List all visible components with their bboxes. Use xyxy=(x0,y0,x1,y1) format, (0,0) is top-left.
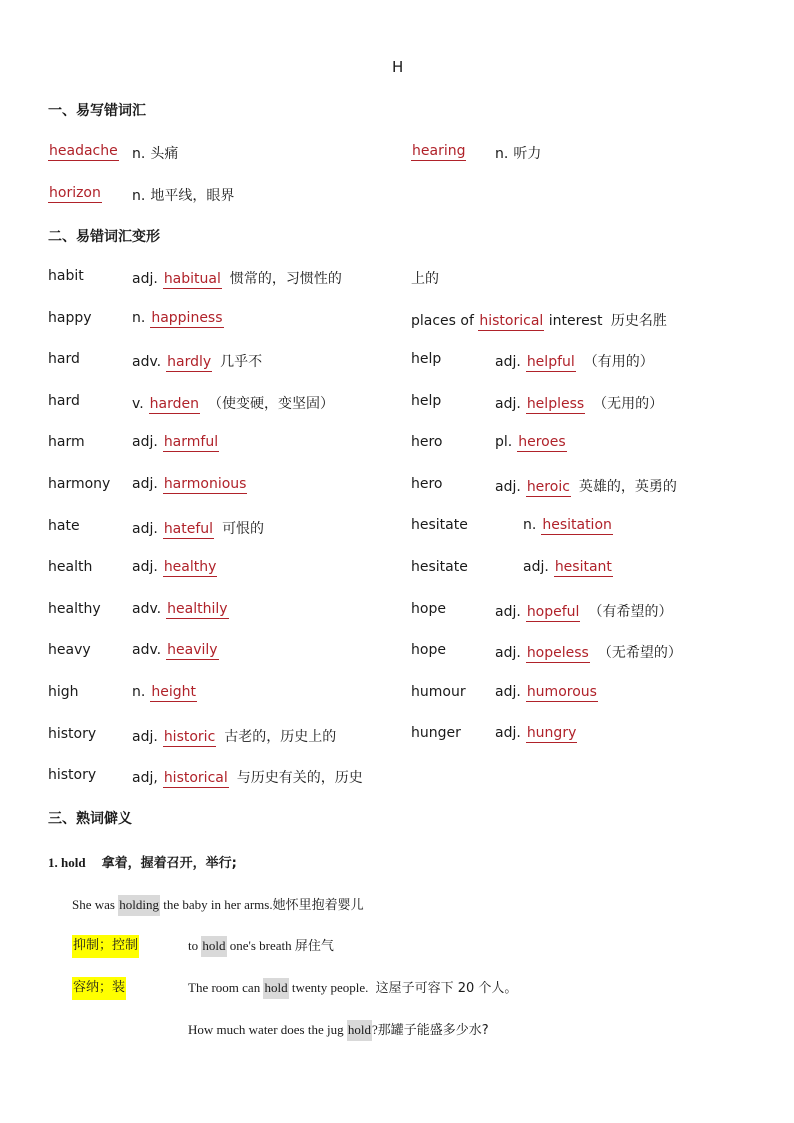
pos-label: adj. xyxy=(495,354,521,370)
derived-word: habitual xyxy=(163,271,221,287)
hold-heading xyxy=(48,852,237,871)
pos-label: adj. xyxy=(495,478,521,495)
pos-label: n. xyxy=(132,309,146,326)
word-form-derived xyxy=(495,476,677,496)
pos-label: n. xyxy=(132,684,146,700)
derived-word: harden xyxy=(149,395,199,412)
word-form-base: heavy xyxy=(48,642,91,659)
derived-word: heroes xyxy=(518,434,566,451)
example-text: How much water does the jug xyxy=(188,1022,344,1037)
pos-label: pl. xyxy=(495,434,513,451)
section-heading-misspelled: 一、易写错词汇 xyxy=(48,103,146,119)
example-translation: 这屋子可容下 20 个人。 xyxy=(375,981,518,996)
word-form-base: high xyxy=(48,684,79,700)
hold-example-2 xyxy=(188,935,334,954)
word-form-derived xyxy=(495,351,654,371)
highlighted-tag: 容纳；装 xyxy=(72,977,126,1000)
sense-tag-contain xyxy=(72,976,126,995)
pos-label: adv. xyxy=(132,642,162,659)
word-form-derived xyxy=(132,351,262,371)
meaning-text: 头痛 xyxy=(150,146,179,162)
derived-word: harmonious xyxy=(163,476,247,492)
page-title: H xyxy=(392,58,404,76)
word-form-base: health xyxy=(48,559,93,576)
derived-word: historic xyxy=(163,728,216,745)
phrase-meaning: 历史名胜 xyxy=(610,313,667,329)
word-form-derived xyxy=(132,726,336,746)
word-form-derived xyxy=(523,517,621,533)
word-form-derived xyxy=(495,393,663,413)
word-form-derived xyxy=(495,725,585,741)
meaning-text: （有希望的） xyxy=(588,603,673,620)
misspelled-word: horizon xyxy=(49,185,101,201)
word-form-base: hesitate xyxy=(411,517,468,534)
meaning-text: 英雄的，英勇的 xyxy=(578,478,677,495)
example-text: twenty people. xyxy=(291,980,369,995)
misspelled-word: headache xyxy=(49,143,118,159)
word-form-base: healthy xyxy=(48,600,101,617)
highlighted-tag: 抑制；控制 xyxy=(72,935,139,958)
pos-label: adj. xyxy=(132,728,158,745)
word-form-derived xyxy=(495,684,606,700)
derived-word: hateful xyxy=(163,520,214,537)
pos-label: adj. xyxy=(495,645,521,662)
pos-label: adj. xyxy=(132,559,158,576)
hold-example-1 xyxy=(72,894,364,913)
hold-head-meaning: 拿着，握着召开，举行; xyxy=(101,856,237,871)
pos-label: adv. xyxy=(132,354,162,371)
example-text: the baby in her arms. xyxy=(163,897,273,912)
word-form-base: hard xyxy=(48,351,80,368)
word-form-derived xyxy=(132,767,363,787)
example-translation: 屏住气 xyxy=(294,939,334,954)
example-text: one's breath xyxy=(229,938,292,953)
example-translation: 那罐子能盛多少水? xyxy=(377,1023,489,1038)
pos-label: adj. xyxy=(495,603,521,620)
derived-word: heroic xyxy=(526,478,570,495)
historical-phrase xyxy=(411,310,667,330)
meaning-text: 与历史有关的，历史 xyxy=(236,770,363,787)
pos-label: adj. xyxy=(523,559,549,575)
pos-label: n. xyxy=(523,517,537,534)
pos-label: n. xyxy=(495,146,509,162)
section-heading-rare-meanings: 三、熟词僻义 xyxy=(48,811,132,827)
hold-headword: 1. hold xyxy=(48,855,86,870)
derived-word: hopeful xyxy=(526,603,580,620)
word-form-derived xyxy=(132,434,227,450)
word-form-derived xyxy=(132,559,225,575)
misspelled-meaning xyxy=(132,143,178,163)
word-form-base: humour xyxy=(411,683,466,700)
meaning-text: 古老的，历史上的 xyxy=(224,728,337,745)
derived-word: historical xyxy=(163,770,228,787)
example-text: to xyxy=(188,938,199,953)
derived-word: helpful xyxy=(526,354,575,370)
word-form-derived xyxy=(132,268,342,288)
word-form-base: hate xyxy=(48,517,80,534)
word-form-derived xyxy=(132,310,232,326)
hold-example-3 xyxy=(188,977,517,996)
meaning-text: 可恨的 xyxy=(222,520,265,537)
word-form-derived xyxy=(523,559,621,575)
meaning-text: 听力 xyxy=(513,146,542,162)
word-form-derived xyxy=(132,642,227,658)
highlighted-word: hold xyxy=(347,1020,372,1041)
derived-word: healthily xyxy=(167,600,228,617)
hold-example-4 xyxy=(188,1019,489,1038)
word-form-derived xyxy=(495,434,575,450)
word-form-base: habit xyxy=(48,268,84,284)
meaning-text: 地平线，眼界 xyxy=(150,188,235,204)
example-text: The room can xyxy=(188,980,261,995)
word-form-base: hunger xyxy=(411,725,461,742)
highlighted-word: hold xyxy=(263,978,288,999)
misspelled-item-horizon xyxy=(48,185,102,201)
word-form-derived xyxy=(132,518,264,538)
section-heading-word-forms: 二、易错词汇变形 xyxy=(48,229,160,245)
word-form-derived xyxy=(495,601,672,621)
word-form-base: history xyxy=(48,725,97,742)
meaning-text: 几乎不 xyxy=(220,354,263,371)
word-form-base: history xyxy=(48,767,97,784)
word-form-base: hero xyxy=(411,434,443,451)
derived-word: hardly xyxy=(167,354,212,371)
word-form-base: harm xyxy=(48,434,85,451)
pos-label: adj. xyxy=(132,434,158,451)
pos-label: adj. xyxy=(495,725,521,742)
highlighted-word: hold xyxy=(201,936,226,957)
word-form-derived xyxy=(495,642,682,662)
pos-label: adj. xyxy=(132,476,158,492)
meaning-text: （无希望的） xyxy=(597,645,682,662)
example-text: ? xyxy=(371,1022,378,1037)
pos-label: n. xyxy=(132,188,146,204)
word-form-base: hope xyxy=(411,600,446,617)
derived-word: hungry xyxy=(526,725,577,742)
word-form-derived xyxy=(132,476,255,492)
derived-word: harmful xyxy=(163,434,219,451)
example-text: She was xyxy=(72,897,115,912)
pos-label: adj. xyxy=(495,683,521,700)
example-translation: 她怀里抱着婴儿 xyxy=(272,898,364,913)
word-form-base: harmony xyxy=(48,476,111,492)
word-form-base: help xyxy=(411,392,442,409)
derived-word: humorous xyxy=(526,683,597,700)
phrase-suffix: interest xyxy=(548,313,603,329)
pos-label: adj. xyxy=(495,395,521,412)
derived-word: hesitation xyxy=(542,517,612,534)
highlighted-word: holding xyxy=(118,895,160,916)
meaning-text: 惯常的，习惯性的 xyxy=(229,271,342,287)
misspelled-meaning xyxy=(132,185,234,205)
pos-label: v. xyxy=(132,395,144,412)
phrase-prefix: places of xyxy=(411,313,474,329)
word-form-base: hope xyxy=(411,642,446,659)
phrase-word: historical xyxy=(479,313,544,329)
derived-word: heavily xyxy=(167,642,218,659)
pos-label: n. xyxy=(132,146,146,162)
word-form-base: help xyxy=(411,351,442,367)
meaning-text: （无用的） xyxy=(593,395,664,412)
misspelled-item-headache xyxy=(48,143,119,159)
pos-label: adj, xyxy=(132,770,158,787)
misspelled-meaning xyxy=(495,143,541,163)
derived-word: happiness xyxy=(151,309,223,326)
word-form-derived xyxy=(132,684,205,700)
derived-word: hopeless xyxy=(526,645,589,662)
derived-word: helpless xyxy=(526,395,585,412)
derived-word: healthy xyxy=(163,559,217,576)
misspelled-word: hearing xyxy=(412,143,466,159)
right-continuation: 上的 xyxy=(411,271,439,287)
pos-label: adv. xyxy=(132,600,162,617)
derived-word: hesitant xyxy=(554,559,612,575)
misspelled-item-hearing xyxy=(411,143,466,159)
meaning-text: （使变硬，变坚固） xyxy=(208,395,334,412)
word-form-base: hard xyxy=(48,392,80,409)
word-form-base: happy xyxy=(48,309,92,326)
derived-word: height xyxy=(151,684,196,700)
word-form-derived xyxy=(132,601,237,617)
pos-label: adj. xyxy=(132,271,158,287)
meaning-text: （有用的） xyxy=(583,354,654,370)
word-form-base: hesitate xyxy=(411,559,468,575)
word-form-derived xyxy=(132,393,334,413)
sense-tag-restrain xyxy=(72,934,139,953)
pos-label: adj. xyxy=(132,520,158,537)
word-form-base: hero xyxy=(411,475,443,492)
